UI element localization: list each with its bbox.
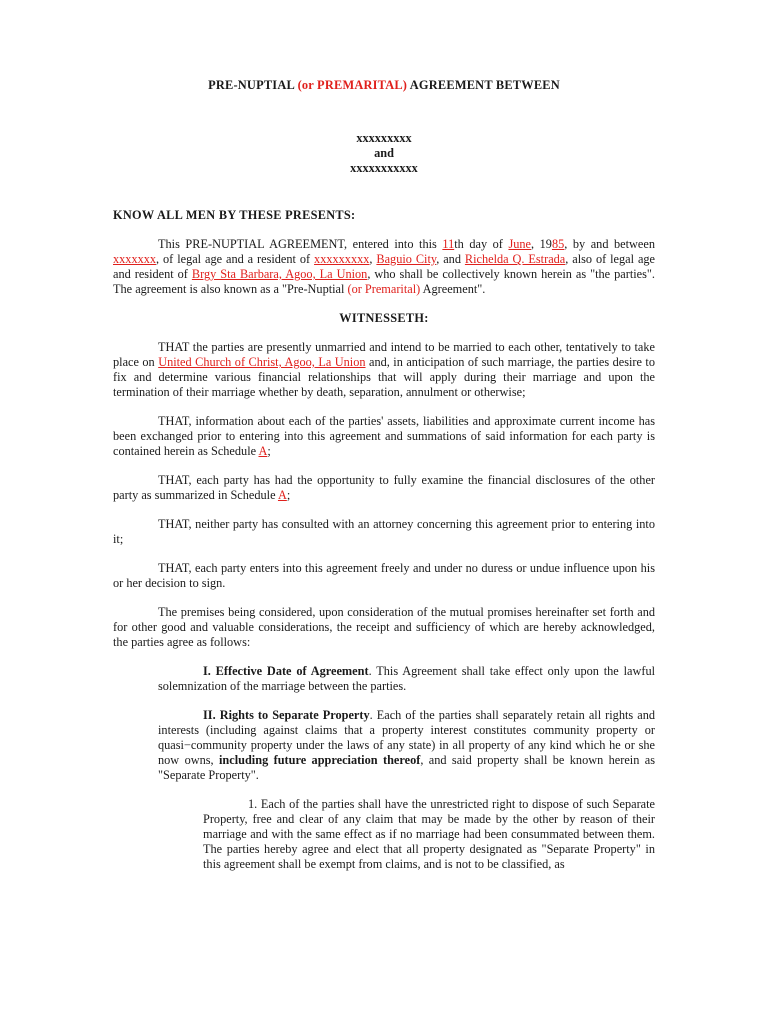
party-names	[113, 131, 655, 176]
subsection-1-text: 1. Each of the parties shall have the unrestricted right to dispose of such Separate Property, free and clear of any claim that may be made by the other by reason of their marriage and with the same effect as if no marriage had been consummated between them. The parties hereby agree and elect that all property designated as "Separate Property" in this agreement shall be exempt from claims, and is not to be classified, as	[203, 797, 655, 871]
section-2-heading: II. Rights to Separate Property	[203, 708, 370, 722]
witnesseth-heading: WITNESSETH:	[339, 311, 429, 325]
intro-paragraph: This PRE-NUPTIAL AGREEMENT, entered into this 11th day of June, 1985, by and between xxxxxxx, of legal age and a resident of xxxxxxxxx, Baguio City, and Richelda Q. Estrada, also of legal age and resident of Brgy Sta Barbara, Agoo, La Union, who shall be collectively known herein as "the parties". The agreement is also known as a "Pre-Nuptial (or Premarital) Agreement".	[113, 237, 656, 296]
whereas-paragraph-1: THAT the parties are presently unmarried and intend to be married to each other, tentatively to take place on United Church of Christ, Agoo, La Union and, in anticipation of such marriage, the parties desire to fix and determine various financial relationships that will apply during their marriage and upon the termination of their marriage whether by death, separation, annulment or otherwise;	[113, 340, 655, 399]
title-alt-text: (or PREMARITAL)	[297, 78, 408, 92]
section-1-text: . This Agreement shall take effect only upon the lawful solemnization of the marriage between the parties.	[158, 664, 656, 693]
section-2: II. Rights to Separate Property. Each of the parties shall separately retain all rights and interests (including against claims that a property interest constitutes community property or quasi−community property under the laws of any state) in all property of any kind which he or she now owns, including future appreciation thereof, and said property shall be known herein as "Separate Property".	[158, 708, 655, 782]
document-body	[113, 72, 655, 872]
whereas-paragraph-4: THAT, neither party has consulted with an attorney concerning this agreement prior to entering into it;	[113, 517, 655, 546]
premises-paragraph: The premises being considered, upon consideration of the mutual promises hereinafter set forth and for other good and valuable considerations, the receipt and sufficiency of which are hereby acknowledged, the parties agree as follows:	[113, 605, 655, 649]
and-text: and	[374, 146, 394, 160]
document-title	[113, 78, 655, 93]
section-1	[158, 664, 655, 694]
title-text: PRE-NUPTIAL	[208, 78, 298, 92]
whereas-paragraph-2: THAT, information about each of the parties' assets, liabilities and approximate current income has been exchanged prior to entering into this agreement and summations of said information for each party is contained herein as Schedule A;	[113, 414, 655, 458]
know-all-heading: KNOW ALL MEN BY THESE PRESENTS:	[113, 208, 356, 222]
party1-name: xxxxxxxxx	[356, 131, 412, 145]
party2-name: xxxxxxxxxxx	[350, 161, 418, 175]
whereas-paragraph-5: THAT, each party enters into this agreement freely and under no duress or undue influence upon his or her decision to sign.	[113, 561, 655, 590]
section-1-heading: I. Effective Date of Agreement	[203, 664, 369, 678]
title-text-end: AGREEMENT BETWEEN	[407, 78, 560, 92]
whereas-paragraph-3: THAT, each party has had the opportunity to fully examine the financial disclosures of the other party as summarized in Schedule A;	[113, 473, 655, 502]
section-2-bold-text: including future appreciation thereof	[219, 753, 421, 767]
subsection-1	[203, 797, 655, 872]
